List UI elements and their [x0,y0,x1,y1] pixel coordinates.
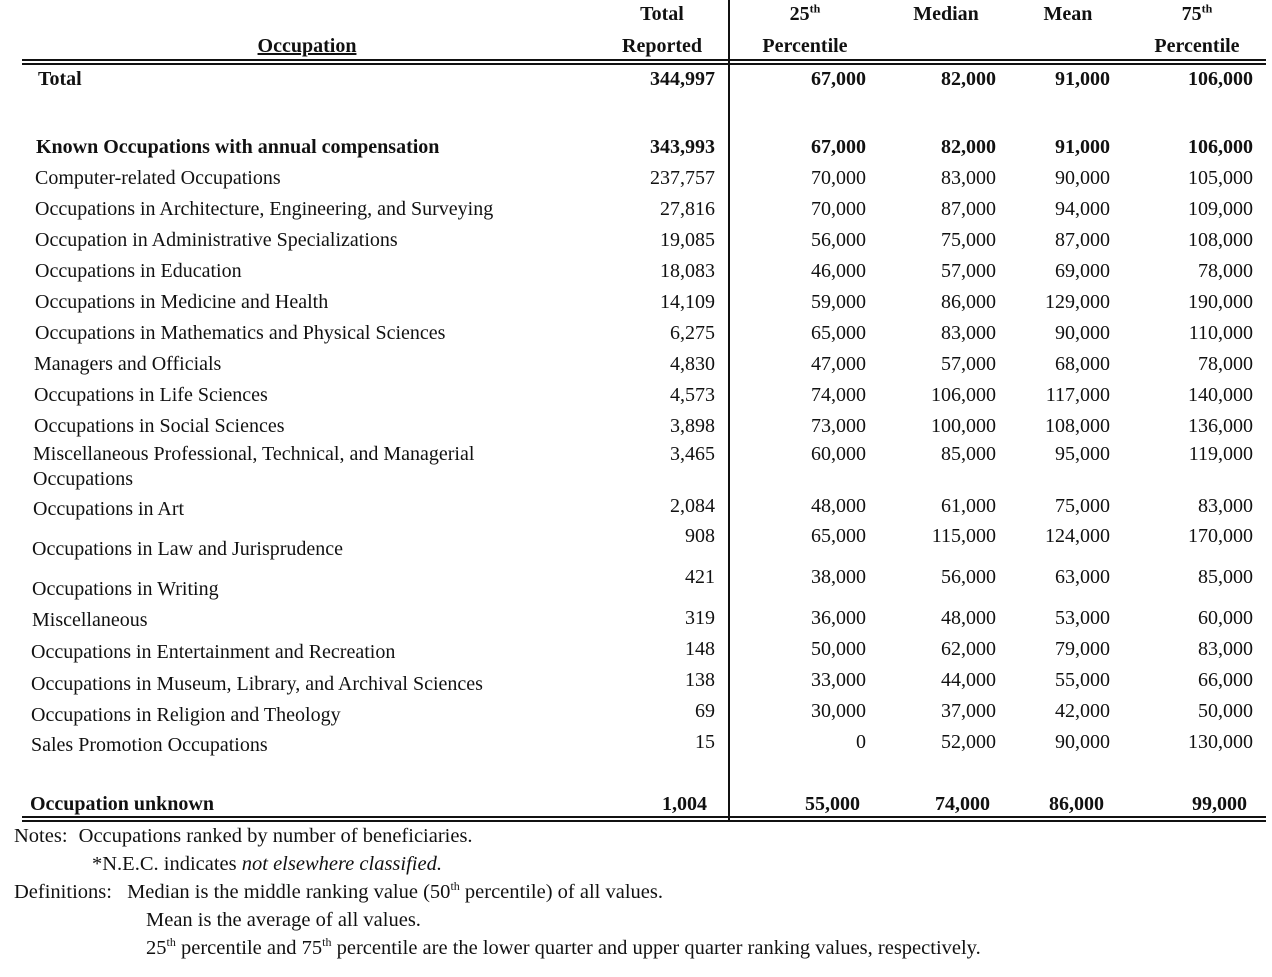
header-p75-line1: 75th [1181,1,1213,25]
cell-median: 87,000 [941,198,996,220]
cell-median: 82,000 [941,68,996,90]
cell-mean: 75,000 [1055,495,1110,517]
cell-p75: 60,000 [1198,607,1253,629]
cell-mean: 94,000 [1055,198,1110,220]
cell-total: 27,816 [660,198,715,220]
cell-p75: 78,000 [1198,353,1253,375]
cell-total: 15 [695,731,715,753]
definitions-line-1 [14,878,663,906]
row-label: Occupations in Social Sciences [34,415,285,437]
cell-mean: 53,000 [1055,607,1110,629]
cell-median: 52,000 [941,731,996,753]
definition-percentiles: 25th percentile and 75th percentile are the lower quarter and upper quarter ranking values, respectively. [146,935,981,959]
row-label: Known Occupations with annual compensation [36,136,440,158]
cell-median: 106,000 [931,384,996,406]
cell-p25: 56,000 [811,229,866,251]
cell-p75: 109,000 [1188,198,1253,220]
header-p75 [1130,0,1264,61]
cell-median: 56,000 [941,566,996,588]
cell-p75: 85,000 [1198,566,1253,588]
cell-p75: 99,000 [1192,793,1247,815]
cell-p25: 59,000 [811,291,866,313]
row-label: Miscellaneous Professional, Technical, and Managerial Occupations [33,443,475,490]
cell-median: 44,000 [941,669,996,691]
cell-p25: 70,000 [811,167,866,189]
cell-p25: 36,000 [811,607,866,629]
cell-p25: 46,000 [811,260,866,282]
cell-total: 138 [685,669,715,691]
row-label: Occupations in Religion and Theology [31,704,341,726]
note-ranking: Occupations ranked by number of beneficiaries. [78,825,473,847]
header-median: Median [913,3,979,25]
row-label: Sales Promotion Occupations [31,734,268,756]
cell-total: 1,004 [662,793,707,815]
cell-p25: 65,000 [811,525,866,547]
row-label: Managers and Officials [34,353,222,375]
row-label: Computer-related Occupations [35,167,281,189]
cell-total: 421 [685,566,715,588]
row-label: Miscellaneous [32,609,148,631]
cell-median: 37,000 [941,700,996,722]
cell-mean: 91,000 [1055,68,1110,90]
cell-p75: 50,000 [1198,700,1253,722]
cell-p25: 70,000 [811,198,866,220]
definition-mean: Mean is the average of all values. [146,909,421,931]
cell-mean: 90,000 [1055,731,1110,753]
cell-p75: 66,000 [1198,669,1253,691]
cell-median: 57,000 [941,260,996,282]
cell-p25: 55,000 [805,793,860,815]
cell-total: 14,109 [660,291,715,313]
cell-median: 62,000 [941,638,996,660]
cell-mean: 91,000 [1055,136,1110,158]
cell-total: 148 [685,638,715,660]
cell-median: 82,000 [941,136,996,158]
cell-p25: 73,000 [811,415,866,437]
header-rule-top [22,59,1266,61]
cell-p25: 67,000 [811,136,866,158]
row-label: Occupations in Museum, Library, and Archival Sciences [31,673,483,695]
definitions-label: Definitions: [14,881,112,903]
row-label: Occupation in Administrative Specializations [35,229,398,251]
row-label: Occupations in Law and Jurisprudence [32,538,344,560]
cell-mean: 117,000 [1045,384,1110,406]
cell-median: 83,000 [941,167,996,189]
cell-median: 86,000 [941,291,996,313]
row-label: Occupations in Entertainment and Recreation [31,641,396,663]
cell-median: 61,000 [941,495,996,517]
cell-mean: 79,000 [1055,638,1110,660]
cell-p75: 83,000 [1198,495,1253,517]
cell-median: 115,000 [931,525,996,547]
cell-median: 74,000 [935,793,990,815]
note-nec-prefix: *N.E.C. indicates [92,853,242,875]
cell-p75: 136,000 [1188,415,1253,437]
cell-mean: 108,000 [1045,415,1110,437]
cell-p25: 38,000 [811,566,866,588]
cell-p25: 67,000 [811,68,866,90]
cell-p75: 108,000 [1188,229,1253,251]
cell-total: 18,083 [660,260,715,282]
cell-p25: 33,000 [811,669,866,691]
cell-median: 48,000 [941,607,996,629]
row-label: Occupations in Art [33,498,185,520]
cell-total: 4,573 [670,384,715,406]
cell-p75: 83,000 [1198,638,1253,660]
cell-total: 908 [685,525,715,547]
header-p25 [742,0,868,61]
cell-p25: 48,000 [811,495,866,517]
cell-p25: 0 [856,731,866,753]
cell-mean: 42,000 [1055,700,1110,722]
notes-line-1 [14,822,473,850]
cell-total: 237,757 [650,167,715,189]
row-label: Occupations in Writing [32,578,219,600]
cell-total: 3,465 [670,443,715,465]
cell-p75: 190,000 [1188,291,1253,313]
cell-mean: 63,000 [1055,566,1110,588]
row-label: Occupations in Mathematics and Physical Sciences [35,322,446,344]
cell-median: 85,000 [941,443,996,465]
cell-total: 319 [685,607,715,629]
row-label: Occupations in Architecture, Engineering, and Surveying [35,198,494,220]
cell-p25: 60,000 [811,443,866,465]
cell-median: 100,000 [931,415,996,437]
cell-total: 3,898 [670,415,715,437]
cell-total: 69 [695,700,715,722]
cell-mean: 68,000 [1055,353,1110,375]
cell-p75: 78,000 [1198,260,1253,282]
cell-p75: 130,000 [1188,731,1253,753]
cell-mean: 90,000 [1055,167,1110,189]
cell-mean: 86,000 [1049,793,1104,815]
cell-mean: 55,000 [1055,669,1110,691]
cell-mean: 90,000 [1055,322,1110,344]
header-p75-line2: Percentile [1154,35,1240,57]
footer-rule-top [22,816,1266,818]
cell-p25: 65,000 [811,322,866,344]
header-rule-bottom [22,63,1266,65]
row-label: Occupation unknown [30,793,214,815]
cell-mean: 129,000 [1045,291,1110,313]
row-label: Occupations in Education [35,260,242,282]
header-mean: Mean [1043,3,1093,25]
header-p25-line2: Percentile [762,35,848,57]
cell-mean: 87,000 [1055,229,1110,251]
row-label: Total [38,68,82,90]
cell-total: 344,997 [650,68,715,90]
cell-p25: 50,000 [811,638,866,660]
cell-p25: 47,000 [811,353,866,375]
header-total-line2: Reported [622,35,702,57]
cell-p75: 105,000 [1188,167,1253,189]
notes-line-2 [92,850,442,878]
table-header [0,0,1272,58]
cell-median: 83,000 [941,322,996,344]
cell-p75: 119,000 [1188,443,1253,465]
cell-p75: 106,000 [1188,68,1253,90]
definition-median: Median is the middle ranking value (50th percentile) of all values. [127,879,663,903]
cell-total: 4,830 [670,353,715,375]
cell-total: 19,085 [660,229,715,251]
cell-median: 57,000 [941,353,996,375]
header-total-line1: Total [640,3,684,25]
header-occupation: Occupation [257,35,357,57]
cell-p75: 170,000 [1188,525,1253,547]
cell-p75: 110,000 [1188,322,1253,344]
cell-p25: 30,000 [811,700,866,722]
header-total [600,0,724,61]
note-nec-italic: not elsewhere classified. [241,853,442,875]
cell-p75: 140,000 [1188,384,1253,406]
cell-total: 343,993 [650,136,715,158]
cell-median: 75,000 [941,229,996,251]
notes-label: Notes: [14,825,68,847]
header-p25-line1: 25th [789,1,821,25]
cell-mean: 69,000 [1055,260,1110,282]
column-divider [728,0,730,820]
cell-total: 2,084 [670,495,715,517]
cell-mean: 95,000 [1055,443,1110,465]
row-label: Occupations in Medicine and Health [35,291,329,313]
cell-total: 6,275 [670,322,715,344]
cell-p25: 74,000 [811,384,866,406]
cell-p75: 106,000 [1188,136,1253,158]
cell-mean: 124,000 [1045,525,1110,547]
row-label: Occupations in Life Sciences [34,384,268,406]
